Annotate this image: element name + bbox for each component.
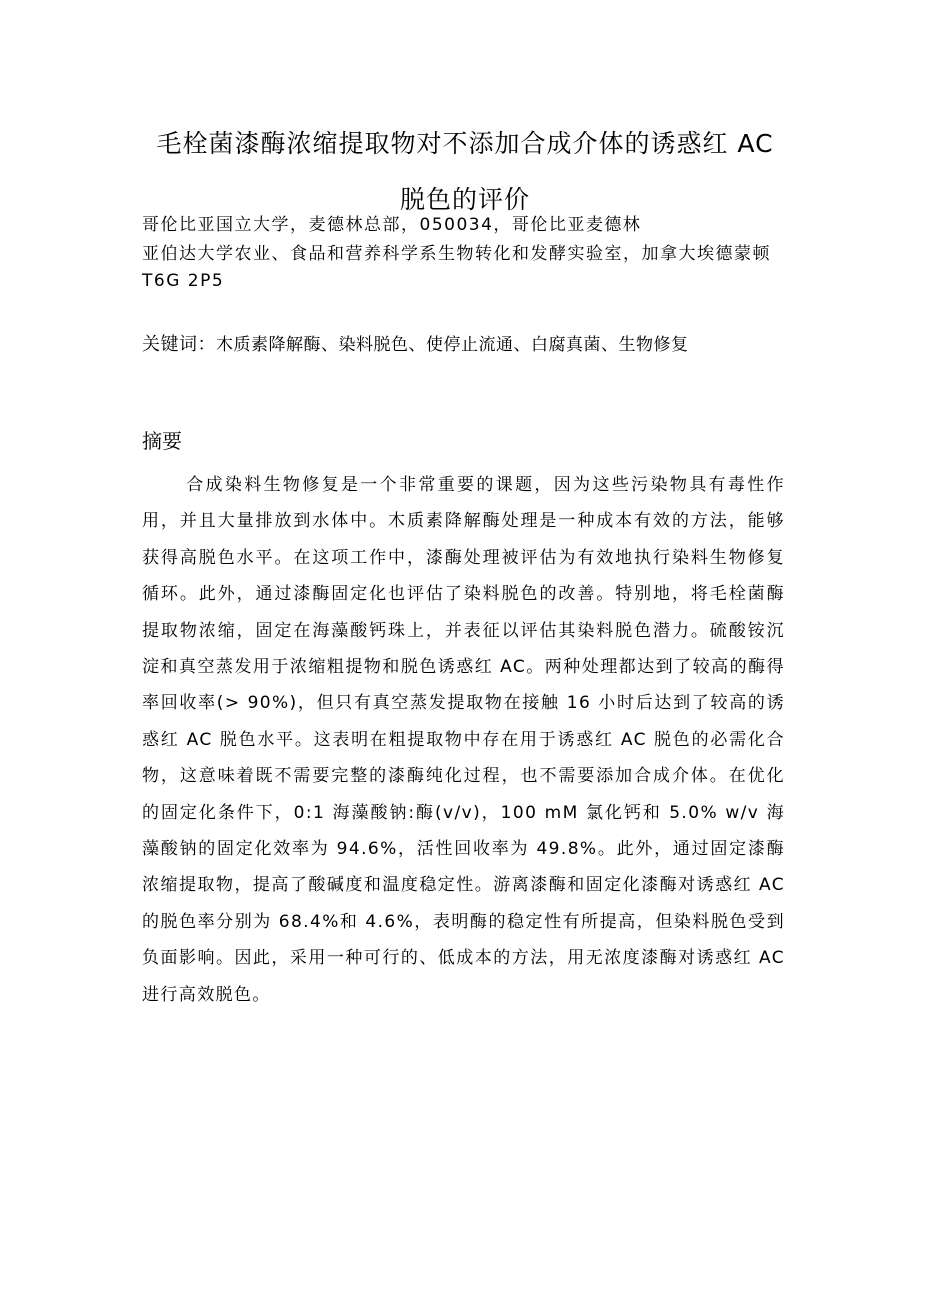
keywords-line: [142, 330, 787, 360]
abstract-heading: 摘要: [142, 429, 182, 453]
affiliation-2: 亚伯达大学农业、食品和营养科学系生物转化和发酵实验室，加拿大埃德蒙顿 T6G 2P5: [142, 244, 771, 291]
keywords-text: 木质素降解酶、染料脱色、使停止流通、白腐真菌、生物修复: [216, 335, 689, 355]
affiliation-1: 哥伦比亚国立大学，麦德林总部，050034，哥伦比亚麦德林: [142, 215, 642, 235]
abstract-paragraph: 合成染料生物修复是一个非常重要的课题，因为这些污染物具有毒性作用，并且大量排放到水体中。木质素降解酶处理是一种成本有效的方法，能够获得高脱色水平。在这项工作中，漆酶处理被评估为有效地执行染料生物修复循环。此外，通过漆酶固定化也评估了染料脱色的改善。特别地，将毛栓菌酶提取物浓缩，固定在海藻酸钙珠上，并表征以评估其染料脱色潜力。硫酸铵沉淀和真空蒸发用于浓缩粗提物和脱色诱惑红 AC。两种处理都达到了较高的酶得率回收率(> 90%)，但只有真空蒸发提取物在接触 16 小时后达到了较高的诱惑红 AC 脱色水平。这表明在粗提取物中存在用于诱惑红 AC 脱色的必需化合物，这意味着既不需要完整的漆酶纯化过程，也不需要添加合成介体。在优化的固定化条件下，0:1 海藻酸钠:酶(v/v)，100 mM 氯化钙和 5.0% w/v 海藻酸钠的固定化效率为 94.6%，活性回收率为 49.8%。此外，通过固定漆酶浓缩提取物，提高了酸碱度和温度稳定性。游离漆酶和固定化漆酶对诱惑红 AC 的脱色率分别为 68.4%和 4.6%，表明酶的稳定性有所提高，但染料脱色受到负面影响。因此，采用一种可行的、低成本的方法，用无浓度漆酶对诱惑红 AC 进行高效脱色。: [142, 475, 785, 1005]
paper-title: 毛栓菌漆酶浓缩提取物对不添加合成介体的诱惑红 AC 脱色的评价: [156, 129, 774, 214]
keywords-label: 关键词：: [142, 334, 216, 355]
